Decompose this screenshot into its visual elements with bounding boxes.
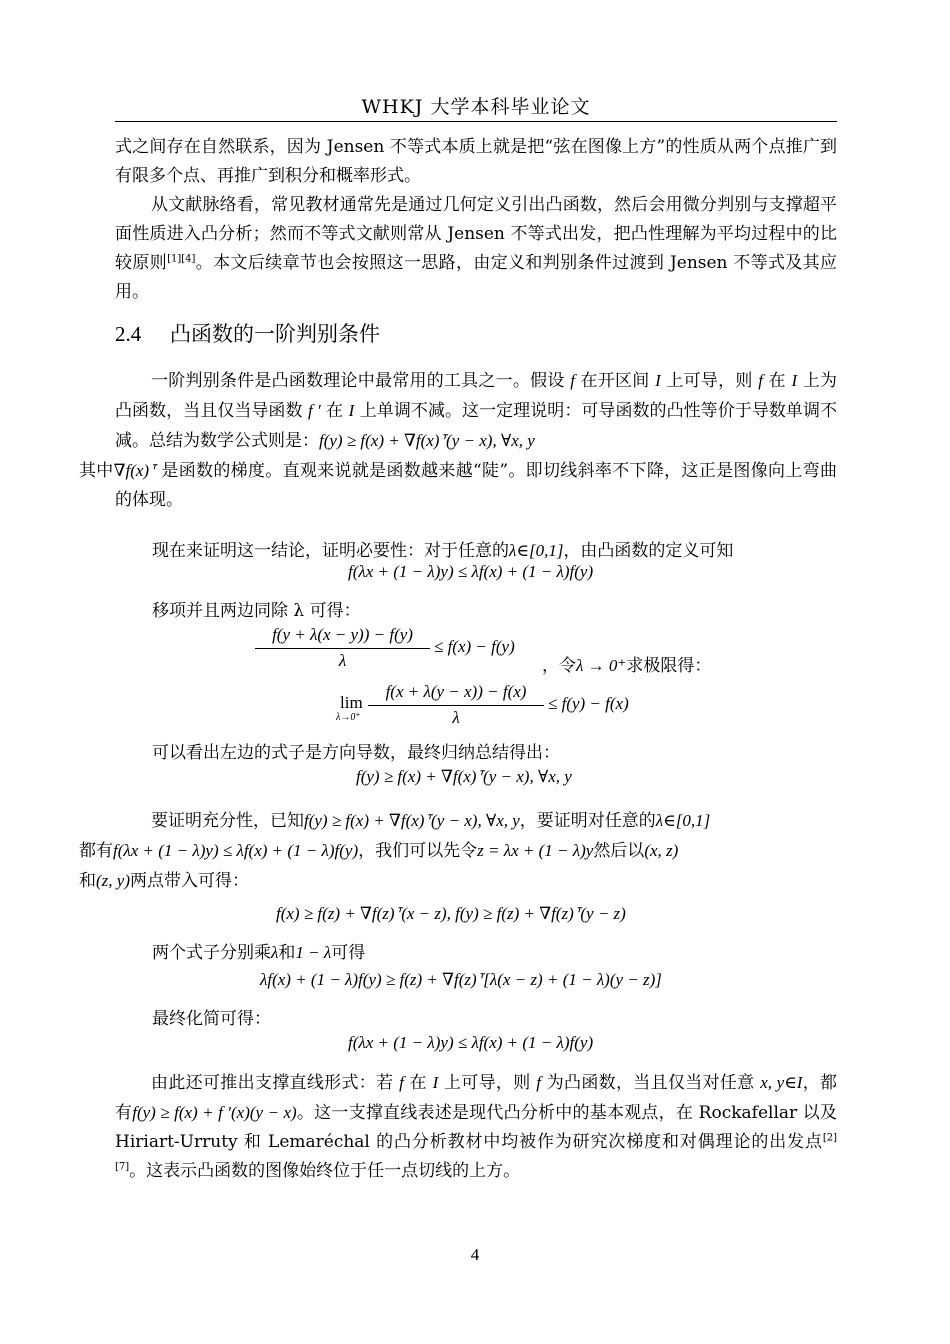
- text-multiply: 两个式子分别乘λ和1 − λ可得: [152, 943, 366, 963]
- proof-necessity-line: 现在来证明这一结论，证明必要性：对于任意的λ∈[0,1]，由凸函数的定义可知: [152, 541, 734, 561]
- equation-convex-result: f(λx + (1 − λ)y) ≤ λf(x) + (1 − λ)f(y): [348, 1033, 594, 1052]
- fraction2-numerator: f(x + λ(y − x)) − f(x): [385, 682, 527, 701]
- text-directional-derivative: 可以看出左边的式子是方向导数，最终归纳总结得出：: [152, 743, 560, 763]
- equation-first-order: f(y) ≥ f(x) + ∇f(x)ᐪ(y − x), ∀x, y: [356, 767, 572, 786]
- paragraph-intro-continuation: 式之间存在自然联系，因为 Jensen 不等式本质上就是把“弦在图像上方”的性质从两个点推广到有限多个点、再推广到积分和概率形式。: [115, 137, 837, 186]
- equation-substitution: f(x) ≥ f(z) + ∇f(z)ᐪ(x − z), f(y) ≥ f(z) + ∇f(z)ᐪ(y − z): [276, 904, 626, 923]
- fraction1-suffix: ，令λ → 0⁺求极限得：: [542, 656, 712, 676]
- paragraph-sufficiency: 要证明充分性，已知f(y) ≥ f(x) + ∇f(x)ᐪ(y − x), ∀x, y，要证明对任意的λ∈[0,1] 都有f(λx + (1 − λ)y) ≤ λf(x) + (1 − λ)f(y)，我们可以先令z = λx + (1 − λ)y然后以(x, z) 和(z, y)两点带入可得：: [79, 811, 711, 891]
- limit-operator: lim: [340, 693, 363, 712]
- citation: [1][4]: [167, 253, 196, 265]
- section-title: 凸函数的一阶判别条件: [170, 322, 380, 346]
- fraction1-rhs: ≤ f(x) − f(y): [434, 637, 515, 656]
- equation-inline-first-order: f(y) ≥ f(x) + ∇f(x)ᐪ(y − x), ∀x, y: [319, 431, 535, 450]
- text-final-simplify: 最终化简可得：: [152, 1009, 271, 1029]
- text-move-terms: 移项并且两边同除 λ 可得：: [152, 601, 361, 621]
- paragraph-literature: 从文献脉络看，常见教材通常先是通过几何定义引出凸函数，然后会用微分判别与支撑超平面性质进入凸分析；然而不等式文献则常从 Jensen 不等式出发，把凸性理解为平均过程中的比较原则[1][4]。本文后续章节也会按照这一思路，由定义和判别条件过渡到 Jensen 不等式及其应用。: [115, 195, 838, 302]
- header-rule: [115, 121, 837, 122]
- fraction1-bar: [255, 648, 430, 649]
- citation: [2][7]: [115, 1132, 837, 1173]
- paragraph-first-order-condition: 一阶判别条件是凸函数理论中最常用的工具之一。假设 f 在开区间 I 上可导，则 f 在 I 上为凸函数，当且仅当导函数 f ′ 在 I 上单调不减。这一定理说明：可导函数的凸性等价于导数单调不减。总结为数学公式则是：f(y) ≥ f(x) + ∇f(x)ᐪ(y − x), ∀x, y 其中∇f(x)ᐪ 是函数的梯度。直观来说就是函数越来越“陡”。即切线斜率不下降，这正是图像向上弯曲的体现。: [79, 371, 838, 510]
- fraction1-numerator: f(y + λ(x − y)) − f(y): [272, 625, 413, 644]
- running-header: WHKJ 大学本科毕业论文: [361, 96, 591, 118]
- page-number: 4: [470, 1245, 480, 1264]
- paragraph-supporting-line: 由此还可推出支撑直线形式：若 f 在 I 上可导，则 f 为凸函数，当且仅当对任意 x, y∈I，都有f(y) ≥ f(x) + f ′(x)(y − x)。这一支撑直线表述是现代凸分析中的基本观点，在 Rockafellar 以及 Hiriart-Urruty 和 Lemaréchal 的凸分析教材中均被作为研究次梯度和对偶理论的出发点[2][7]。这表示凸函数的图像始终位于任一点切线的上方。: [115, 1073, 838, 1181]
- equation-convex-definition: f(λx + (1 − λ)y) ≤ λf(x) + (1 − λ)f(y): [348, 562, 594, 581]
- fraction2-denominator: λ: [452, 708, 460, 727]
- fraction2-rhs: ≤ f(y) − f(x): [548, 694, 629, 713]
- section-heading: [115, 318, 380, 348]
- limit-subscript: λ→0⁺: [336, 712, 361, 723]
- equation-weighted-sum: λf(x) + (1 − λ)f(y) ≥ f(z) + ∇f(z)ᐪ[λ(x − z) + (1 − λ)(y − z)]: [260, 970, 662, 989]
- fraction2-bar: [368, 705, 544, 706]
- section-number: 2.4: [115, 322, 142, 346]
- fraction1-denominator: λ: [338, 651, 347, 670]
